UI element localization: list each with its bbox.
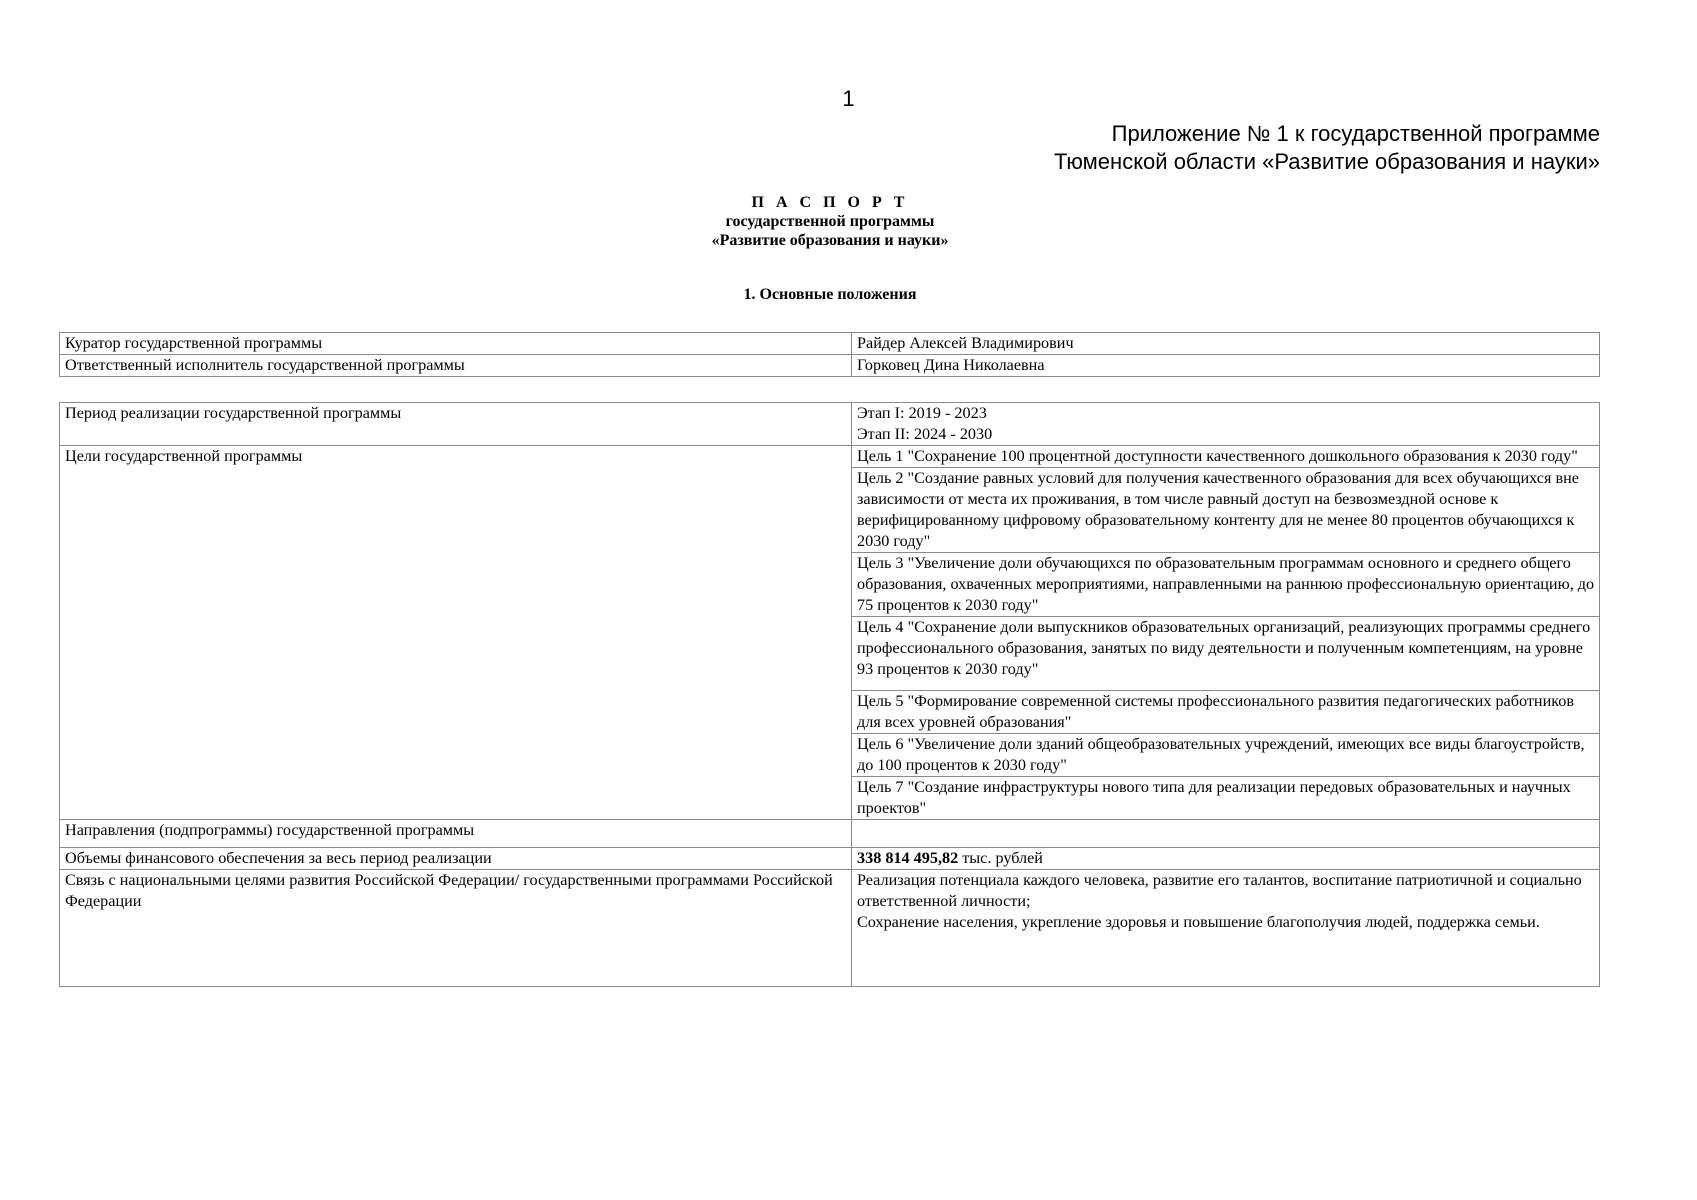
goal-item: Цель 7 "Создание инфраструктуры нового типа для реализации передовых образовательных и научных проектов" [852,777,1600,820]
funding-label: Объемы финансового обеспечения за весь период реализации [60,848,852,870]
table-row [60,403,1600,446]
goal-item: Цель 2 "Создание равных условий для получения качественного образования для всех обучающихся вне зависимости от места их проживания, в том числе равный доступ на безвозмездной основе к верифицированному цифровому образовательному контенту для не менее 80 процентов обучающихся к 2030 году" [852,468,1600,553]
goal-item: Цель 1 "Сохранение 100 процентной доступности качественного дошкольного образования к 2030 году" [852,446,1600,468]
national-goals-label: Связь с национальными целями развития Российской Федерации/ государственными программами Российской Федерации [60,870,852,987]
document-subtitle: государственной программы [725,213,935,230]
national-goal-1: Реализация потенциала каждого человека, развитие его талантов, воспитание патриотичной и социально ответственной личности; [857,871,1582,910]
document-heading [60,193,1600,250]
period-value [852,403,1600,446]
program-name: «Развитие образования и науки» [711,232,949,249]
goal-item: Цель 4 "Сохранение доли выпускников образовательных организаций, реализующих программы среднего профессионального образования, занятых по виду деятельности и полученным компетенциям, на уровне 93 процентов к 2030 году" [852,617,1600,691]
table-row [60,355,1600,377]
table-row [60,870,1600,987]
goal-item: Цель 6 "Увеличение доли зданий общеобразовательных учреждений, имеющих все виды благоустройств, до 100 процентов к 2030 году" [852,734,1600,777]
goal-item: Цель 3 "Увеличение доли обучающихся по образовательным программам основного и среднего общего образования, охваченных мероприятиями, направленными на раннюю профессиональную ориентацию, до 75 процентов к 2030 году" [852,553,1600,617]
goal-item: Цель 5 "Формирование современной системы профессионального развития педагогических работников для всех уровней образования" [852,691,1600,734]
executor-label: Ответственный исполнитель государственной программы [60,355,852,377]
goals-label: Цели государственной программы [60,446,852,820]
directions-label: Направления (подпрограммы) государственной программы [60,820,852,848]
table-row [60,333,1600,355]
table-row [60,820,1600,848]
section-title: 1. Основные положения [743,286,917,303]
period-label: Период реализации государственной программы [60,403,852,446]
program-details-table [59,402,1600,987]
curator-value: Райдер Алексей Владимирович [852,333,1600,355]
table-row [60,848,1600,870]
curator-label: Куратор государственной программы [60,333,852,355]
responsible-persons-table [59,332,1600,377]
executor-value: Горковец Дина Николаевна [852,355,1600,377]
directions-value [852,820,1600,848]
funding-unit: тыс. рублей [962,849,1043,867]
national-goal-2: Сохранение населения, укрепление здоровья и повышение благополучия людей, поддержка семьи. [857,913,1540,931]
national-goals-value [852,870,1600,987]
appendix-note [700,120,1600,176]
appendix-line-1: Приложение № 1 к государственной программе [1111,121,1600,146]
document-title: П А С П О Р Т [751,194,909,211]
page-number: 1 [842,86,855,111]
appendix-line-2: Тюменской области «Развитие образования и науки» [1053,149,1600,174]
funding-amount: 338 814 495,82 [857,849,959,867]
period-stage-2: Этап II: 2024 - 2030 [857,425,993,443]
funding-value [852,848,1600,870]
table-row [60,446,1600,468]
period-stage-1: Этап I: 2019 - 2023 [857,404,987,422]
